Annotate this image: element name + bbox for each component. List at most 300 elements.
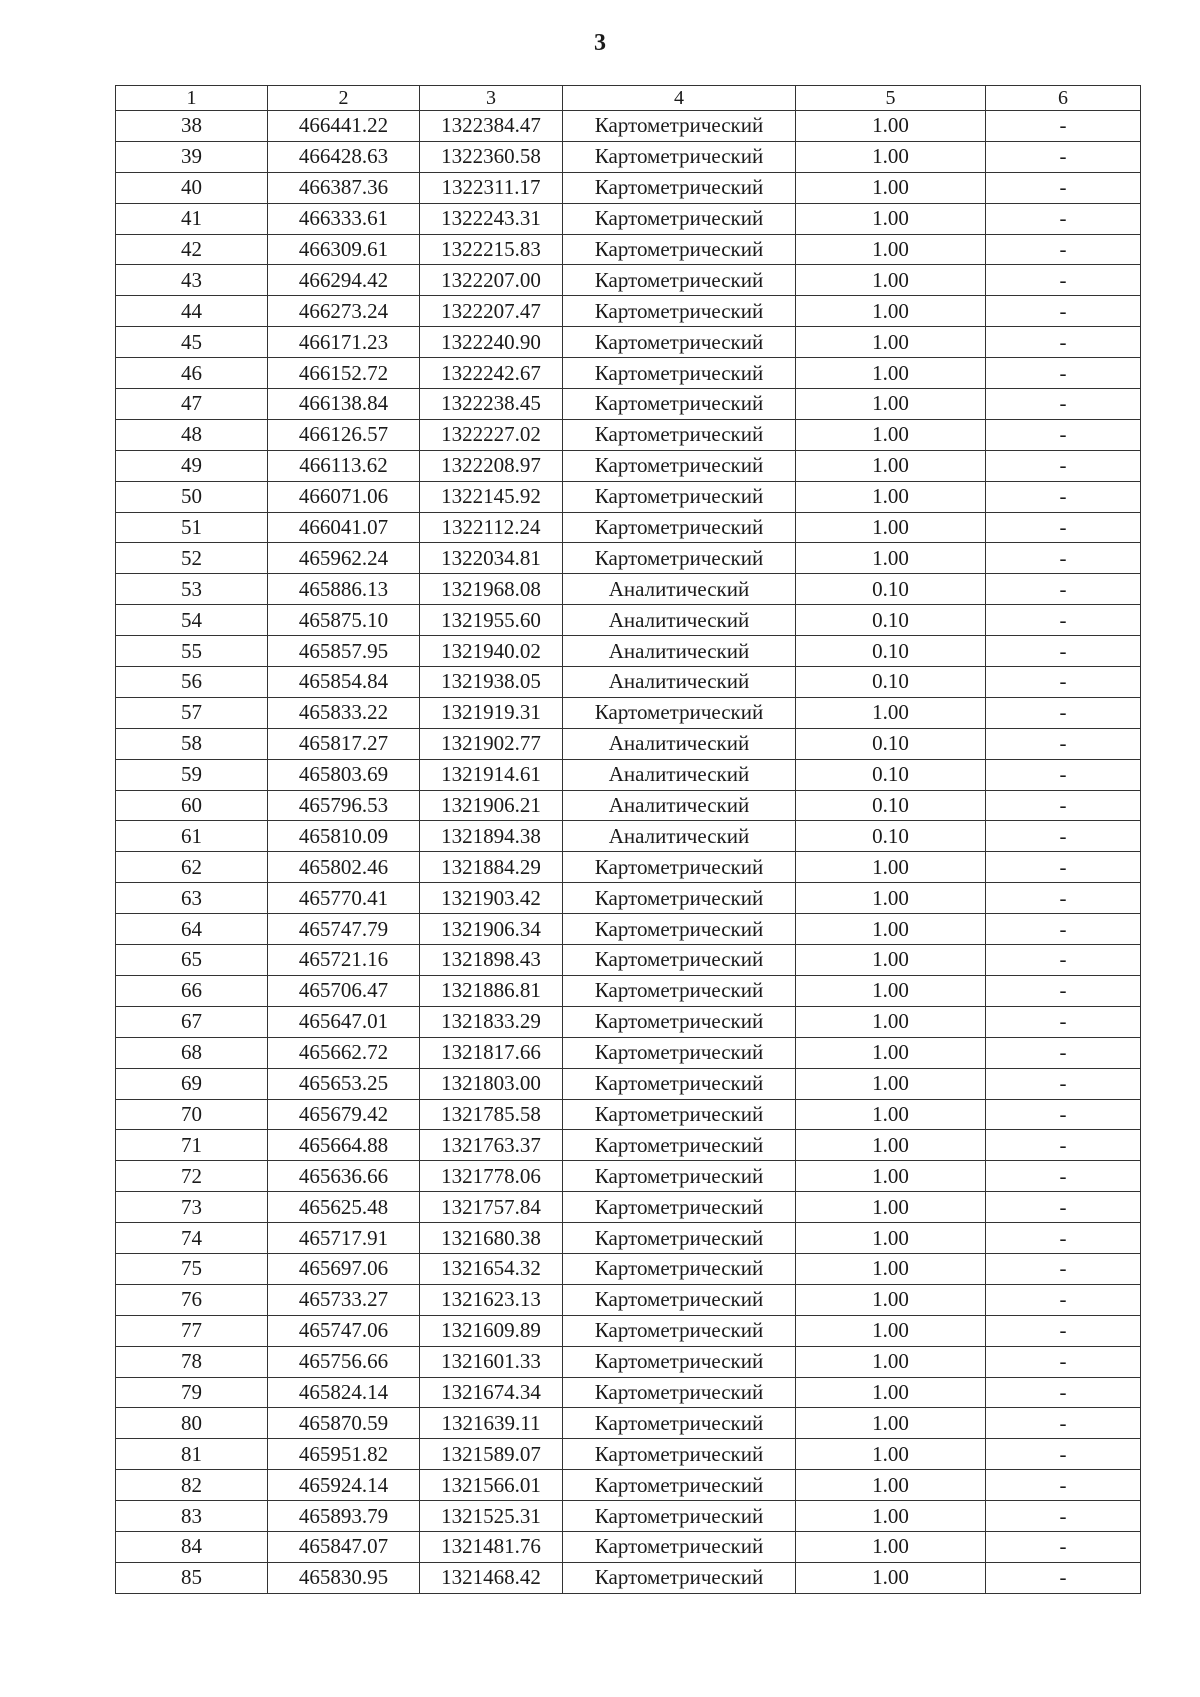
note-cell: - bbox=[986, 512, 1141, 543]
point-number-cell: 47 bbox=[116, 389, 268, 420]
method-cell: Картометрический bbox=[563, 1130, 796, 1161]
point-number-cell: 61 bbox=[116, 821, 268, 852]
x-coordinate-cell: 466309.61 bbox=[268, 234, 420, 265]
accuracy-cell: 1.00 bbox=[796, 389, 986, 420]
y-coordinate-cell: 1321894.38 bbox=[420, 821, 563, 852]
method-cell: Картометрический bbox=[563, 481, 796, 512]
note-cell: - bbox=[986, 481, 1141, 512]
point-number-cell: 71 bbox=[116, 1130, 268, 1161]
point-number-cell: 75 bbox=[116, 1253, 268, 1284]
table-row bbox=[116, 1253, 1141, 1284]
point-number-cell: 43 bbox=[116, 265, 268, 296]
note-cell: - bbox=[986, 790, 1141, 821]
accuracy-cell: 1.00 bbox=[796, 1562, 986, 1593]
accuracy-cell: 1.00 bbox=[796, 852, 986, 883]
coordinates-table bbox=[115, 85, 1141, 1594]
point-number-cell: 55 bbox=[116, 636, 268, 667]
x-coordinate-cell: 466041.07 bbox=[268, 512, 420, 543]
method-cell: Картометрический bbox=[563, 1408, 796, 1439]
x-coordinate-cell: 465747.79 bbox=[268, 914, 420, 945]
table-row bbox=[116, 450, 1141, 481]
y-coordinate-cell: 1322207.00 bbox=[420, 265, 563, 296]
note-cell: - bbox=[986, 636, 1141, 667]
column-header: 6 bbox=[986, 86, 1141, 111]
y-coordinate-cell: 1321763.37 bbox=[420, 1130, 563, 1161]
accuracy-cell: 1.00 bbox=[796, 1006, 986, 1037]
table-row bbox=[116, 1161, 1141, 1192]
point-number-cell: 66 bbox=[116, 975, 268, 1006]
accuracy-cell: 1.00 bbox=[796, 1501, 986, 1532]
y-coordinate-cell: 1321938.05 bbox=[420, 667, 563, 698]
method-cell: Картометрический bbox=[563, 234, 796, 265]
x-coordinate-cell: 465796.53 bbox=[268, 790, 420, 821]
point-number-cell: 52 bbox=[116, 543, 268, 574]
accuracy-cell: 0.10 bbox=[796, 759, 986, 790]
note-cell: - bbox=[986, 1470, 1141, 1501]
method-cell: Картометрический bbox=[563, 975, 796, 1006]
y-coordinate-cell: 1321919.31 bbox=[420, 697, 563, 728]
x-coordinate-cell: 465721.16 bbox=[268, 945, 420, 976]
table-row bbox=[116, 358, 1141, 389]
table-row bbox=[116, 1531, 1141, 1562]
accuracy-cell: 0.10 bbox=[796, 728, 986, 759]
point-number-cell: 77 bbox=[116, 1315, 268, 1346]
point-number-cell: 48 bbox=[116, 419, 268, 450]
x-coordinate-cell: 465664.88 bbox=[268, 1130, 420, 1161]
method-cell: Картометрический bbox=[563, 327, 796, 358]
method-cell: Картометрический bbox=[563, 358, 796, 389]
note-cell: - bbox=[986, 975, 1141, 1006]
point-number-cell: 65 bbox=[116, 945, 268, 976]
table-row bbox=[116, 1377, 1141, 1408]
x-coordinate-cell: 465847.07 bbox=[268, 1531, 420, 1562]
x-coordinate-cell: 465803.69 bbox=[268, 759, 420, 790]
x-coordinate-cell: 465857.95 bbox=[268, 636, 420, 667]
x-coordinate-cell: 466428.63 bbox=[268, 141, 420, 172]
table-row bbox=[116, 1439, 1141, 1470]
accuracy-cell: 1.00 bbox=[796, 1223, 986, 1254]
x-coordinate-cell: 465653.25 bbox=[268, 1068, 420, 1099]
table-row bbox=[116, 265, 1141, 296]
accuracy-cell: 1.00 bbox=[796, 1192, 986, 1223]
method-cell: Картометрический bbox=[563, 1037, 796, 1068]
point-number-cell: 67 bbox=[116, 1006, 268, 1037]
y-coordinate-cell: 1322238.45 bbox=[420, 389, 563, 420]
x-coordinate-cell: 466152.72 bbox=[268, 358, 420, 389]
point-number-cell: 72 bbox=[116, 1161, 268, 1192]
x-coordinate-cell: 465817.27 bbox=[268, 728, 420, 759]
table-row bbox=[116, 1284, 1141, 1315]
y-coordinate-cell: 1321680.38 bbox=[420, 1223, 563, 1254]
accuracy-cell: 1.00 bbox=[796, 1346, 986, 1377]
table-row bbox=[116, 481, 1141, 512]
accuracy-cell: 1.00 bbox=[796, 234, 986, 265]
x-coordinate-cell: 465924.14 bbox=[268, 1470, 420, 1501]
x-coordinate-cell: 466333.61 bbox=[268, 203, 420, 234]
table-row bbox=[116, 512, 1141, 543]
x-coordinate-cell: 465824.14 bbox=[268, 1377, 420, 1408]
x-coordinate-cell: 465854.84 bbox=[268, 667, 420, 698]
accuracy-cell: 1.00 bbox=[796, 512, 986, 543]
table-row bbox=[116, 234, 1141, 265]
accuracy-cell: 1.00 bbox=[796, 883, 986, 914]
note-cell: - bbox=[986, 141, 1141, 172]
method-cell: Картометрический bbox=[563, 141, 796, 172]
table-row bbox=[116, 1223, 1141, 1254]
method-cell: Картометрический bbox=[563, 450, 796, 481]
y-coordinate-cell: 1322112.24 bbox=[420, 512, 563, 543]
note-cell: - bbox=[986, 1037, 1141, 1068]
point-number-cell: 85 bbox=[116, 1562, 268, 1593]
point-number-cell: 68 bbox=[116, 1037, 268, 1068]
note-cell: - bbox=[986, 1006, 1141, 1037]
table-row bbox=[116, 1501, 1141, 1532]
accuracy-cell: 1.00 bbox=[796, 1408, 986, 1439]
note-cell: - bbox=[986, 728, 1141, 759]
accuracy-cell: 1.00 bbox=[796, 327, 986, 358]
y-coordinate-cell: 1321898.43 bbox=[420, 945, 563, 976]
point-number-cell: 57 bbox=[116, 697, 268, 728]
note-cell: - bbox=[986, 419, 1141, 450]
accuracy-cell: 0.10 bbox=[796, 636, 986, 667]
point-number-cell: 46 bbox=[116, 358, 268, 389]
method-cell: Картометрический bbox=[563, 543, 796, 574]
x-coordinate-cell: 465679.42 bbox=[268, 1099, 420, 1130]
y-coordinate-cell: 1321955.60 bbox=[420, 605, 563, 636]
table-row bbox=[116, 852, 1141, 883]
y-coordinate-cell: 1321886.81 bbox=[420, 975, 563, 1006]
point-number-cell: 73 bbox=[116, 1192, 268, 1223]
method-cell: Картометрический bbox=[563, 914, 796, 945]
x-coordinate-cell: 465770.41 bbox=[268, 883, 420, 914]
table-row bbox=[116, 605, 1141, 636]
y-coordinate-cell: 1321902.77 bbox=[420, 728, 563, 759]
point-number-cell: 63 bbox=[116, 883, 268, 914]
point-number-cell: 38 bbox=[116, 111, 268, 142]
table-row bbox=[116, 759, 1141, 790]
method-cell: Аналитический bbox=[563, 636, 796, 667]
point-number-cell: 41 bbox=[116, 203, 268, 234]
table-body bbox=[116, 111, 1141, 1594]
y-coordinate-cell: 1321803.00 bbox=[420, 1068, 563, 1099]
accuracy-cell: 1.00 bbox=[796, 945, 986, 976]
table-row bbox=[116, 141, 1141, 172]
y-coordinate-cell: 1321914.61 bbox=[420, 759, 563, 790]
table-row bbox=[116, 1130, 1141, 1161]
table-row bbox=[116, 636, 1141, 667]
y-coordinate-cell: 1322208.97 bbox=[420, 450, 563, 481]
accuracy-cell: 1.00 bbox=[796, 1068, 986, 1099]
table-row bbox=[116, 1099, 1141, 1130]
accuracy-cell: 1.00 bbox=[796, 1161, 986, 1192]
y-coordinate-cell: 1321468.42 bbox=[420, 1562, 563, 1593]
y-coordinate-cell: 1321778.06 bbox=[420, 1161, 563, 1192]
accuracy-cell: 1.00 bbox=[796, 141, 986, 172]
y-coordinate-cell: 1322243.31 bbox=[420, 203, 563, 234]
note-cell: - bbox=[986, 296, 1141, 327]
accuracy-cell: 1.00 bbox=[796, 1099, 986, 1130]
accuracy-cell: 1.00 bbox=[796, 1470, 986, 1501]
y-coordinate-cell: 1322215.83 bbox=[420, 234, 563, 265]
method-cell: Картометрический bbox=[563, 1531, 796, 1562]
y-coordinate-cell: 1321639.11 bbox=[420, 1408, 563, 1439]
note-cell: - bbox=[986, 203, 1141, 234]
accuracy-cell: 0.10 bbox=[796, 605, 986, 636]
table-row bbox=[116, 203, 1141, 234]
x-coordinate-cell: 465830.95 bbox=[268, 1562, 420, 1593]
note-cell: - bbox=[986, 1377, 1141, 1408]
x-coordinate-cell: 465717.91 bbox=[268, 1223, 420, 1254]
y-coordinate-cell: 1321906.21 bbox=[420, 790, 563, 821]
point-number-cell: 39 bbox=[116, 141, 268, 172]
x-coordinate-cell: 466294.42 bbox=[268, 265, 420, 296]
note-cell: - bbox=[986, 697, 1141, 728]
point-number-cell: 56 bbox=[116, 667, 268, 698]
point-number-cell: 80 bbox=[116, 1408, 268, 1439]
y-coordinate-cell: 1321817.66 bbox=[420, 1037, 563, 1068]
note-cell: - bbox=[986, 1161, 1141, 1192]
table-row bbox=[116, 883, 1141, 914]
point-number-cell: 82 bbox=[116, 1470, 268, 1501]
note-cell: - bbox=[986, 852, 1141, 883]
table-row bbox=[116, 296, 1141, 327]
table-row bbox=[116, 1068, 1141, 1099]
note-cell: - bbox=[986, 172, 1141, 203]
table-row bbox=[116, 1037, 1141, 1068]
method-cell: Картометрический bbox=[563, 1315, 796, 1346]
accuracy-cell: 1.00 bbox=[796, 1315, 986, 1346]
note-cell: - bbox=[986, 543, 1141, 574]
column-header: 2 bbox=[268, 86, 420, 111]
accuracy-cell: 1.00 bbox=[796, 1377, 986, 1408]
accuracy-cell: 1.00 bbox=[796, 203, 986, 234]
note-cell: - bbox=[986, 1439, 1141, 1470]
table-row bbox=[116, 1315, 1141, 1346]
point-number-cell: 51 bbox=[116, 512, 268, 543]
table-row bbox=[116, 327, 1141, 358]
method-cell: Картометрический bbox=[563, 111, 796, 142]
note-cell: - bbox=[986, 265, 1141, 296]
table-row bbox=[116, 914, 1141, 945]
y-coordinate-cell: 1321609.89 bbox=[420, 1315, 563, 1346]
point-number-cell: 49 bbox=[116, 450, 268, 481]
x-coordinate-cell: 466171.23 bbox=[268, 327, 420, 358]
x-coordinate-cell: 465893.79 bbox=[268, 1501, 420, 1532]
point-number-cell: 79 bbox=[116, 1377, 268, 1408]
note-cell: - bbox=[986, 327, 1141, 358]
table-row bbox=[116, 1562, 1141, 1593]
x-coordinate-cell: 465662.72 bbox=[268, 1037, 420, 1068]
accuracy-cell: 1.00 bbox=[796, 419, 986, 450]
method-cell: Аналитический bbox=[563, 667, 796, 698]
table-row bbox=[116, 1408, 1141, 1439]
point-number-cell: 76 bbox=[116, 1284, 268, 1315]
y-coordinate-cell: 1322384.47 bbox=[420, 111, 563, 142]
note-cell: - bbox=[986, 759, 1141, 790]
point-number-cell: 64 bbox=[116, 914, 268, 945]
y-coordinate-cell: 1321968.08 bbox=[420, 574, 563, 605]
method-cell: Картометрический bbox=[563, 1006, 796, 1037]
method-cell: Картометрический bbox=[563, 945, 796, 976]
x-coordinate-cell: 465747.06 bbox=[268, 1315, 420, 1346]
table-row bbox=[116, 697, 1141, 728]
method-cell: Картометрический bbox=[563, 1253, 796, 1284]
x-coordinate-cell: 465875.10 bbox=[268, 605, 420, 636]
y-coordinate-cell: 1321884.29 bbox=[420, 852, 563, 883]
method-cell: Картометрический bbox=[563, 1284, 796, 1315]
point-number-cell: 83 bbox=[116, 1501, 268, 1532]
table-row bbox=[116, 821, 1141, 852]
x-coordinate-cell: 465647.01 bbox=[268, 1006, 420, 1037]
table-row bbox=[116, 389, 1141, 420]
y-coordinate-cell: 1321785.58 bbox=[420, 1099, 563, 1130]
note-cell: - bbox=[986, 914, 1141, 945]
accuracy-cell: 1.00 bbox=[796, 481, 986, 512]
note-cell: - bbox=[986, 1068, 1141, 1099]
table-row bbox=[116, 1470, 1141, 1501]
x-coordinate-cell: 465802.46 bbox=[268, 852, 420, 883]
x-coordinate-cell: 465706.47 bbox=[268, 975, 420, 1006]
y-coordinate-cell: 1322360.58 bbox=[420, 141, 563, 172]
method-cell: Картометрический bbox=[563, 419, 796, 450]
note-cell: - bbox=[986, 389, 1141, 420]
method-cell: Картометрический bbox=[563, 1161, 796, 1192]
table-row bbox=[116, 419, 1141, 450]
table-row bbox=[116, 1006, 1141, 1037]
accuracy-cell: 1.00 bbox=[796, 172, 986, 203]
y-coordinate-cell: 1321481.76 bbox=[420, 1531, 563, 1562]
method-cell: Картометрический bbox=[563, 697, 796, 728]
header-row bbox=[116, 86, 1141, 111]
accuracy-cell: 1.00 bbox=[796, 358, 986, 389]
accuracy-cell: 1.00 bbox=[796, 1439, 986, 1470]
accuracy-cell: 0.10 bbox=[796, 574, 986, 605]
table-row bbox=[116, 667, 1141, 698]
note-cell: - bbox=[986, 1501, 1141, 1532]
note-cell: - bbox=[986, 605, 1141, 636]
point-number-cell: 78 bbox=[116, 1346, 268, 1377]
accuracy-cell: 1.00 bbox=[796, 1037, 986, 1068]
x-coordinate-cell: 465756.66 bbox=[268, 1346, 420, 1377]
x-coordinate-cell: 465870.59 bbox=[268, 1408, 420, 1439]
point-number-cell: 81 bbox=[116, 1439, 268, 1470]
column-header: 5 bbox=[796, 86, 986, 111]
y-coordinate-cell: 1321654.32 bbox=[420, 1253, 563, 1284]
page-number: 3 bbox=[594, 30, 606, 56]
method-cell: Аналитический bbox=[563, 790, 796, 821]
y-coordinate-cell: 1322227.02 bbox=[420, 419, 563, 450]
method-cell: Картометрический bbox=[563, 203, 796, 234]
method-cell: Аналитический bbox=[563, 728, 796, 759]
note-cell: - bbox=[986, 358, 1141, 389]
note-cell: - bbox=[986, 574, 1141, 605]
method-cell: Картометрический bbox=[563, 512, 796, 543]
accuracy-cell: 1.00 bbox=[796, 975, 986, 1006]
method-cell: Картометрический bbox=[563, 1223, 796, 1254]
method-cell: Картометрический bbox=[563, 1068, 796, 1099]
point-number-cell: 69 bbox=[116, 1068, 268, 1099]
accuracy-cell: 1.00 bbox=[796, 450, 986, 481]
x-coordinate-cell: 466126.57 bbox=[268, 419, 420, 450]
y-coordinate-cell: 1321906.34 bbox=[420, 914, 563, 945]
table-row bbox=[116, 945, 1141, 976]
note-cell: - bbox=[986, 1315, 1141, 1346]
accuracy-cell: 1.00 bbox=[796, 543, 986, 574]
method-cell: Картометрический bbox=[563, 852, 796, 883]
point-number-cell: 45 bbox=[116, 327, 268, 358]
method-cell: Аналитический bbox=[563, 759, 796, 790]
table-row bbox=[116, 1192, 1141, 1223]
y-coordinate-cell: 1321589.07 bbox=[420, 1439, 563, 1470]
method-cell: Картометрический bbox=[563, 1501, 796, 1532]
method-cell: Картометрический bbox=[563, 265, 796, 296]
method-cell: Картометрический bbox=[563, 1377, 796, 1408]
accuracy-cell: 1.00 bbox=[796, 1253, 986, 1284]
x-coordinate-cell: 466113.62 bbox=[268, 450, 420, 481]
note-cell: - bbox=[986, 883, 1141, 914]
point-number-cell: 54 bbox=[116, 605, 268, 636]
point-number-cell: 42 bbox=[116, 234, 268, 265]
point-number-cell: 40 bbox=[116, 172, 268, 203]
column-header: 3 bbox=[420, 86, 563, 111]
point-number-cell: 59 bbox=[116, 759, 268, 790]
x-coordinate-cell: 466441.22 bbox=[268, 111, 420, 142]
note-cell: - bbox=[986, 821, 1141, 852]
y-coordinate-cell: 1321940.02 bbox=[420, 636, 563, 667]
note-cell: - bbox=[986, 1562, 1141, 1593]
y-coordinate-cell: 1321833.29 bbox=[420, 1006, 563, 1037]
x-coordinate-cell: 465697.06 bbox=[268, 1253, 420, 1284]
point-number-cell: 44 bbox=[116, 296, 268, 327]
table-row bbox=[116, 790, 1141, 821]
table-row bbox=[116, 975, 1141, 1006]
note-cell: - bbox=[986, 1253, 1141, 1284]
y-coordinate-cell: 1322242.67 bbox=[420, 358, 563, 389]
method-cell: Картометрический bbox=[563, 172, 796, 203]
table-row bbox=[116, 172, 1141, 203]
method-cell: Картометрический bbox=[563, 1470, 796, 1501]
note-cell: - bbox=[986, 1130, 1141, 1161]
accuracy-cell: 1.00 bbox=[796, 265, 986, 296]
accuracy-cell: 0.10 bbox=[796, 667, 986, 698]
x-coordinate-cell: 465636.66 bbox=[268, 1161, 420, 1192]
x-coordinate-cell: 465833.22 bbox=[268, 697, 420, 728]
table-row bbox=[116, 111, 1141, 142]
y-coordinate-cell: 1321757.84 bbox=[420, 1192, 563, 1223]
y-coordinate-cell: 1322145.92 bbox=[420, 481, 563, 512]
point-number-cell: 70 bbox=[116, 1099, 268, 1130]
note-cell: - bbox=[986, 1408, 1141, 1439]
y-coordinate-cell: 1322034.81 bbox=[420, 543, 563, 574]
note-cell: - bbox=[986, 1531, 1141, 1562]
note-cell: - bbox=[986, 667, 1141, 698]
method-cell: Аналитический bbox=[563, 821, 796, 852]
point-number-cell: 58 bbox=[116, 728, 268, 759]
note-cell: - bbox=[986, 1346, 1141, 1377]
x-coordinate-cell: 466071.06 bbox=[268, 481, 420, 512]
accuracy-cell: 1.00 bbox=[796, 296, 986, 327]
table-row bbox=[116, 728, 1141, 759]
point-number-cell: 84 bbox=[116, 1531, 268, 1562]
method-cell: Картометрический bbox=[563, 1192, 796, 1223]
table-row bbox=[116, 543, 1141, 574]
x-coordinate-cell: 466138.84 bbox=[268, 389, 420, 420]
point-number-cell: 53 bbox=[116, 574, 268, 605]
x-coordinate-cell: 465951.82 bbox=[268, 1439, 420, 1470]
note-cell: - bbox=[986, 945, 1141, 976]
point-number-cell: 50 bbox=[116, 481, 268, 512]
point-number-cell: 62 bbox=[116, 852, 268, 883]
